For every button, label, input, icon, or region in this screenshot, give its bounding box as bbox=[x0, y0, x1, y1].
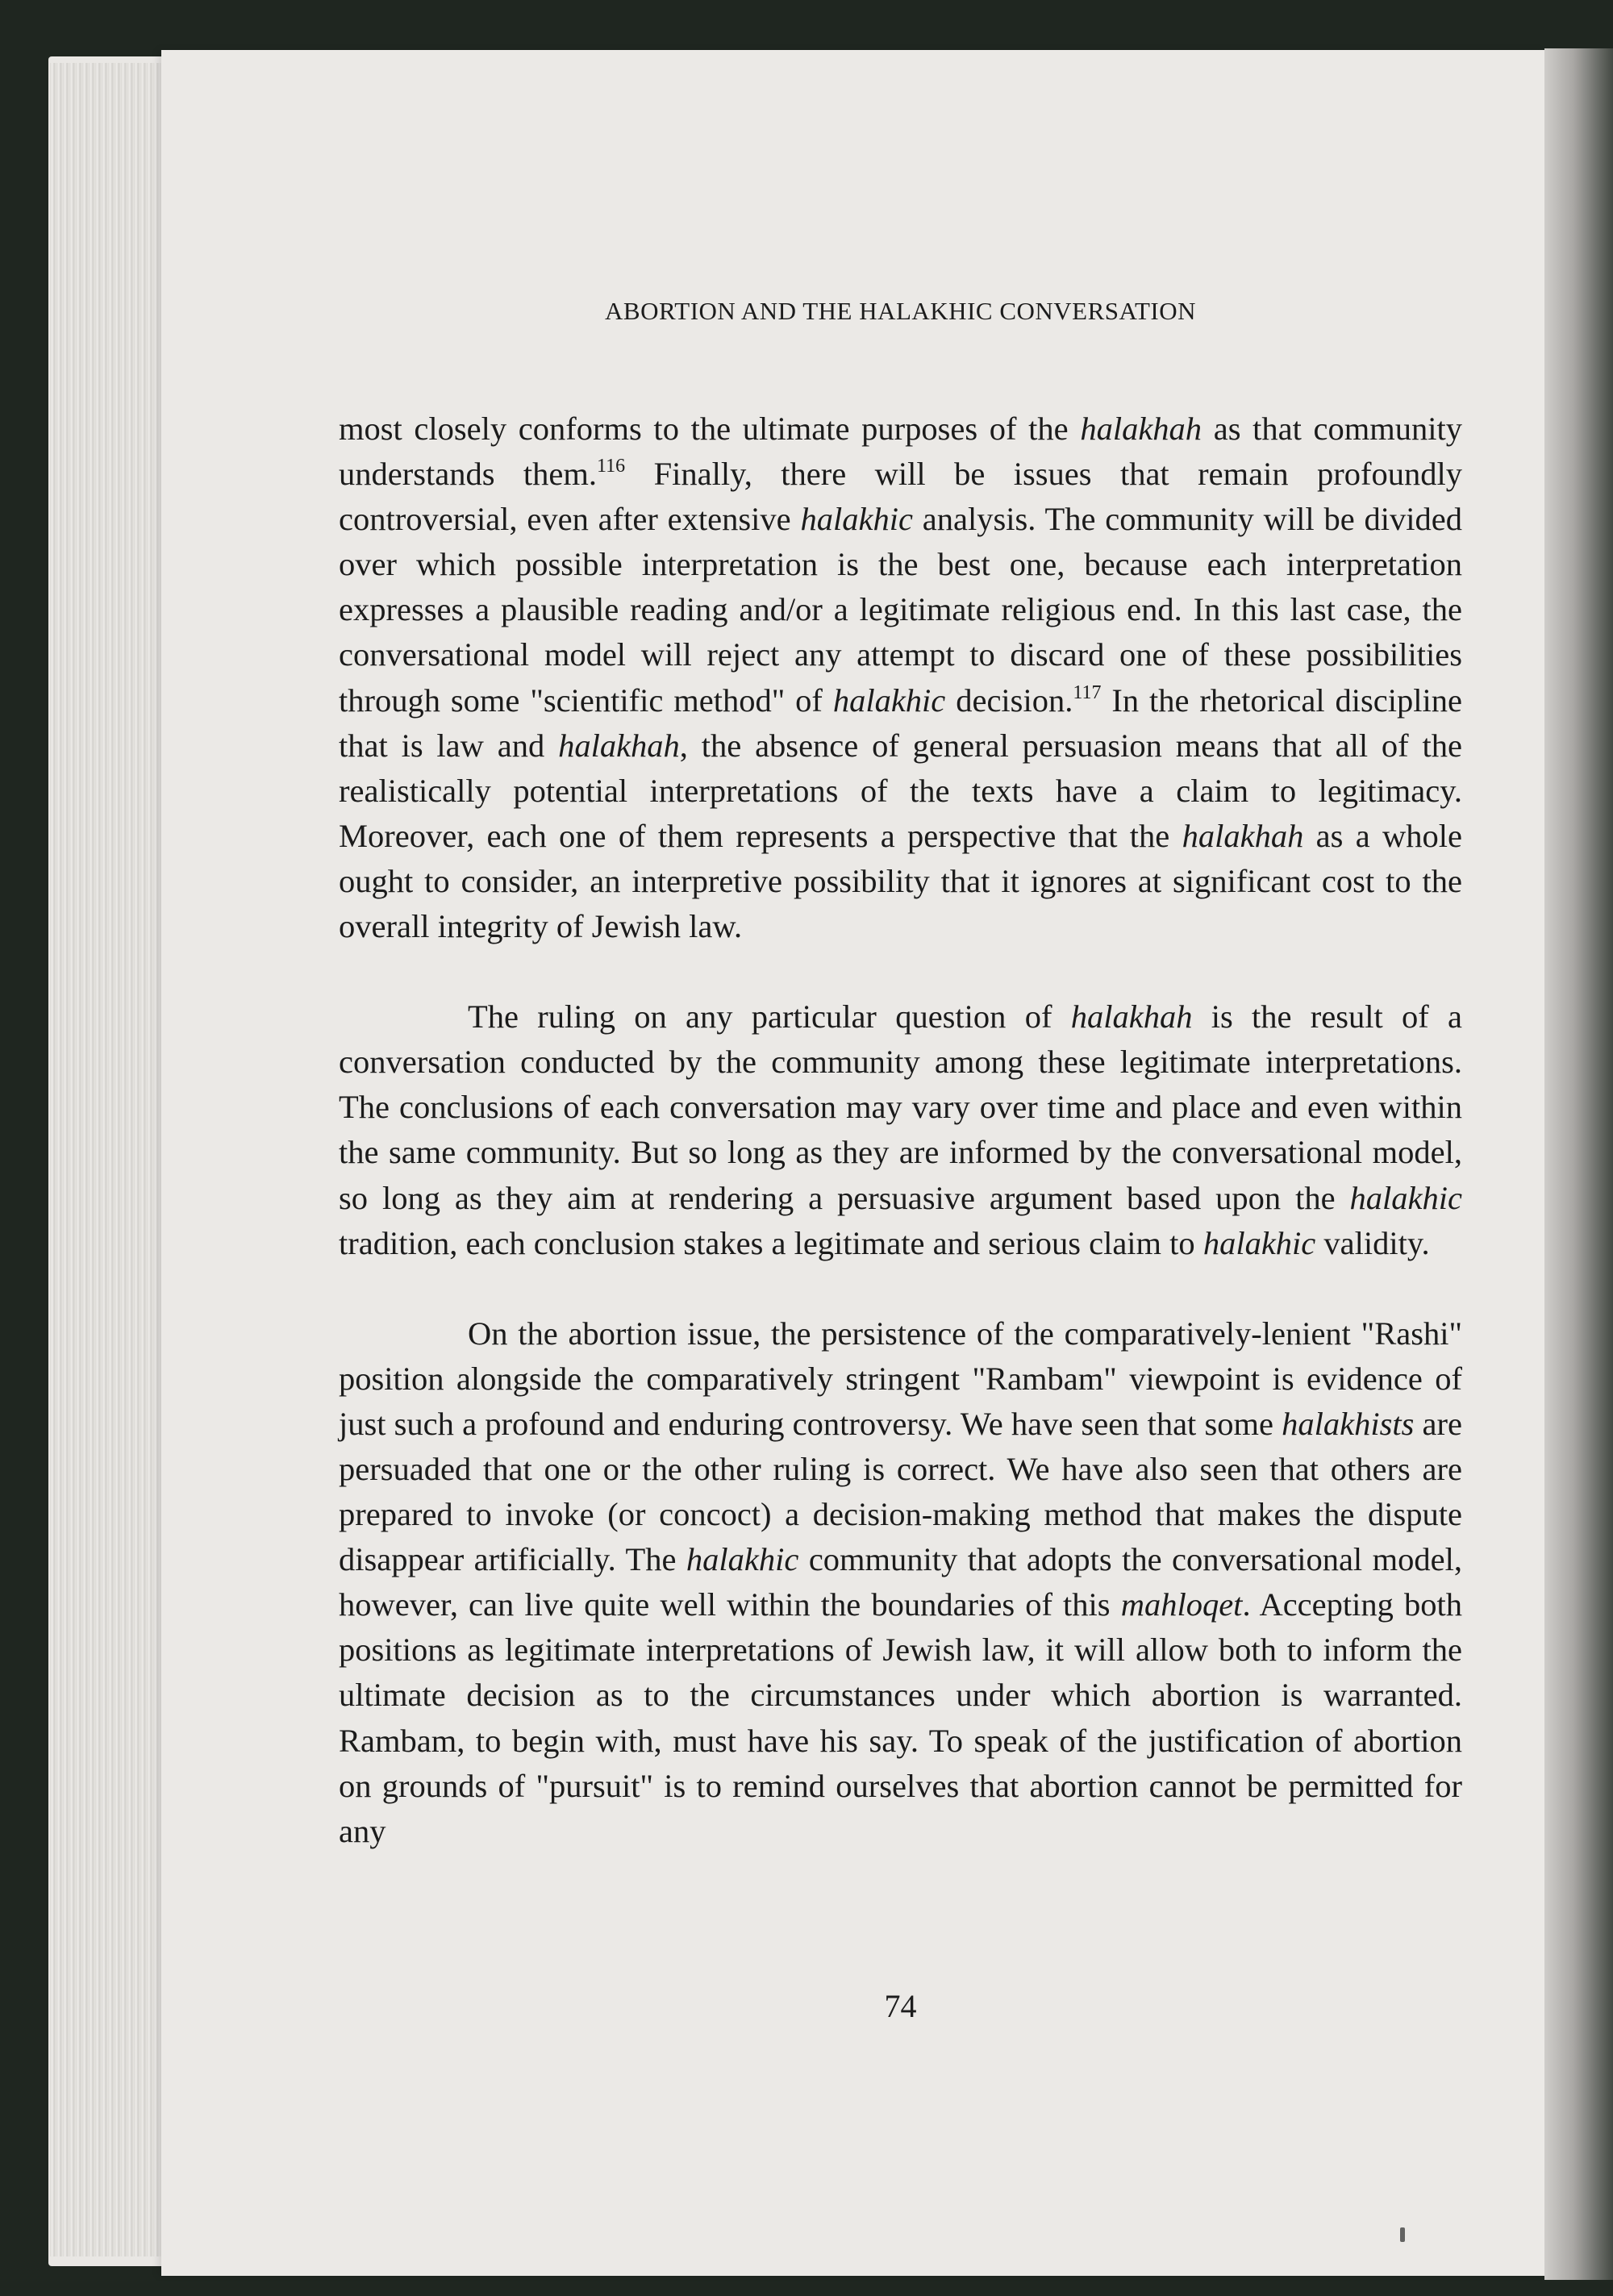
italic-term: halakhah bbox=[1070, 998, 1193, 1035]
paragraph-3 bbox=[339, 1311, 1462, 1854]
page-number: 74 bbox=[884, 1988, 917, 2024]
italic-term: halakhic bbox=[832, 681, 946, 719]
text-run: most closely conforms to the ultimate purposes of the bbox=[339, 410, 1081, 447]
italic-term: halakhic bbox=[686, 1541, 799, 1578]
gutter-shadow bbox=[1544, 48, 1613, 2280]
text-run: Finally, there will be issues that remain profoundly controversial, even after extensive bbox=[339, 456, 1462, 538]
text-run: as that community understands them. bbox=[339, 410, 1463, 493]
italic-term: halakhic bbox=[1202, 1224, 1316, 1261]
page-stack-edges bbox=[50, 63, 171, 2256]
italic-term: halakhic bbox=[1349, 1179, 1462, 1216]
text-run: as a whole ought to consider, an interpretive possibility that it ignores at significant cost to the overall integrity of Jewish law. bbox=[339, 817, 1462, 945]
italic-term: mahloqet bbox=[1120, 1586, 1243, 1623]
text-run: analysis. The community will be divided over which possible interpretation is the best one, because each interpretation expresses a plausible reading and/or a legitimate religious end. In this last case, the conversational model will reject any attempt to discard one of these possibilities through some "scientific method" of bbox=[339, 501, 1462, 719]
paragraph-2 bbox=[339, 994, 1462, 1266]
italic-term: halakhah bbox=[558, 727, 680, 764]
text-run: community that adopts the conversational model, however, can live quite well within the boundaries of this bbox=[339, 1541, 1462, 1623]
footnote-ref-117: 117 bbox=[1073, 681, 1102, 703]
italic-term: halakhah bbox=[1080, 410, 1202, 447]
ink-mark bbox=[1400, 2227, 1405, 2242]
text-run: The ruling on any particular question of bbox=[468, 998, 1071, 1035]
italic-term: halakhah bbox=[1182, 817, 1304, 854]
running-head: ABORTION AND THE HALAKHIC CONVERSATION bbox=[605, 297, 1196, 325]
paragraph-1 bbox=[339, 406, 1462, 949]
text-run: is the result of a conversation conducted by the community among these legitimate interpretations. The conclusions of each conversation may vary over time and place and even within the same community. But so long as they are informed by the conversational model, so long as they aim at rendering a persuasive argument based upon the bbox=[339, 998, 1462, 1216]
footnote-ref-116: 116 bbox=[597, 456, 626, 477]
text-run: validity. bbox=[1315, 1224, 1430, 1261]
italic-term: halakhists bbox=[1282, 1405, 1415, 1442]
text-run: , the absence of general persuasion means that all of the realistically potential interpretations of the texts have a claim to legitimacy. Moreover, each one of them represents a perspective that the bbox=[339, 727, 1462, 854]
text-run: . Accepting both positions as legitimate interpretations of Jewish law, it will allow both to inform the ultimate decision as to the circumstances under which abortion is warranted. Rambam, to begin with, must have his say. To speak of the justification of abortion on grounds of "pursuit" is to remind ourselves that abortion cannot be permitted for any bbox=[339, 1586, 1462, 1849]
text-run: are persuaded that one or the other ruling is correct. We have also seen that others are prepared to invoke (or concoct) a decision-making method that makes the dispute disappear artificially. The bbox=[339, 1405, 1462, 1578]
text-run: tradition, each conclusion stakes a legitimate and serious claim to bbox=[339, 1224, 1203, 1261]
italic-term: halakhic bbox=[800, 501, 913, 538]
text-run: decision. bbox=[945, 681, 1073, 719]
body-text bbox=[339, 406, 1462, 1854]
text-run: In the rhetorical discipline that is law and bbox=[339, 681, 1462, 764]
text-run: On the abortion issue, the persistence of the comparatively-lenient "Rashi" position alongside the comparatively stringent "Rambam" viewpoint is evidence of just such a profound and enduring controversy. We have seen that some bbox=[339, 1315, 1462, 1442]
